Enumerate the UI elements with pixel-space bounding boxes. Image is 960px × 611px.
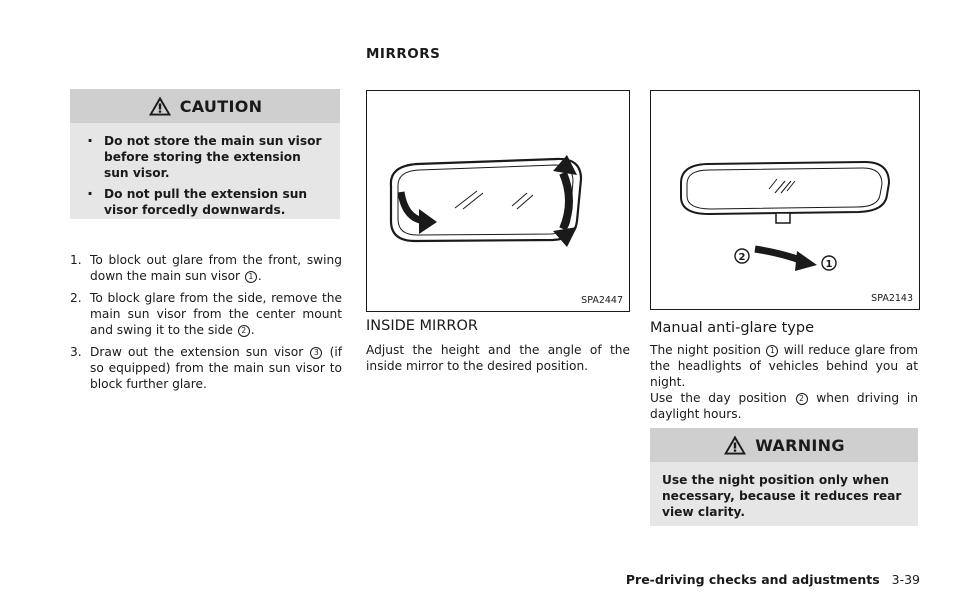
callout-2-label: 2 [738,252,746,263]
step-item [70,344,342,392]
footer-title: Pre-driving checks and adjustments [625,572,880,587]
callout-circle-3: 3 [310,347,322,359]
warning-label: WARNING [755,435,845,455]
anti-glare-para-1 [650,342,918,390]
warning-box [650,428,918,526]
warning-triangle-icon [148,95,172,117]
inside-mirror-heading: INSIDE MIRROR [366,318,478,334]
step-number: 1. [70,253,82,267]
anti-glare-heading: Manual anti-glare type [650,320,815,336]
para-text: Use the day position [650,391,787,405]
warning-triangle-icon [723,434,747,456]
caution-header [70,89,340,123]
para-text-tail: will reduce glare from the headlights of vehicles behind you at night. [650,343,918,389]
figure-code: SPA2447 [581,295,623,306]
para-text: The night position [650,343,761,357]
page-number: 3-39 [891,572,920,587]
caution-label: CAUTION [179,96,263,116]
figure-mirror-adjust [366,90,630,312]
sun-visor-steps [70,252,342,398]
callout-circle-2: 2 [796,393,808,405]
anti-glare-illustration [651,91,919,309]
figure-anti-glare [650,90,920,310]
caution-item: . Do not store the main sun visor before storing the extension sun visor. [84,133,328,181]
step-text-tail: . [250,323,255,337]
anti-glare-para-2 [650,390,918,422]
para-text-tail: when driving in daylight hours. [650,391,918,421]
callout-circle-1: 1 [766,345,778,357]
step-text-tail: . [257,269,262,283]
page-footer [626,572,920,587]
callout-circle-1: 1 [245,271,257,283]
caution-list [70,123,340,233]
step-text: To block glare from the side, remove the main sun visor from the center mount and swing it to the side [90,291,342,337]
section-title: MIRRORS [366,46,441,62]
step-number: 3. [70,345,82,359]
step-item [70,290,342,338]
caution-item: . Do not pull the extension sun visor forcedly downwards. [84,186,328,218]
callout-1-label: 1 [825,259,833,270]
step-item [70,252,342,284]
figure-code: SPA2143 [871,293,913,304]
step-text: To block out glare from the front, swing down the main sun visor [90,253,342,283]
warning-header [650,428,918,462]
warning-text: Use the night position only when necessary, because it reduces rear view clarity. [662,473,902,519]
callout-circle-2: 2 [238,325,250,337]
caution-box [70,89,340,219]
step-number: 2. [70,291,82,305]
step-text: Draw out the extension sun visor [90,345,304,359]
inside-mirror-text: Adjust the height and the angle of the inside mirror to the desired position. [366,343,630,373]
step-text-tail: (if so equipped) from the main sun visor to block further glare. [90,345,342,391]
mirror-adjust-illustration [367,91,629,311]
